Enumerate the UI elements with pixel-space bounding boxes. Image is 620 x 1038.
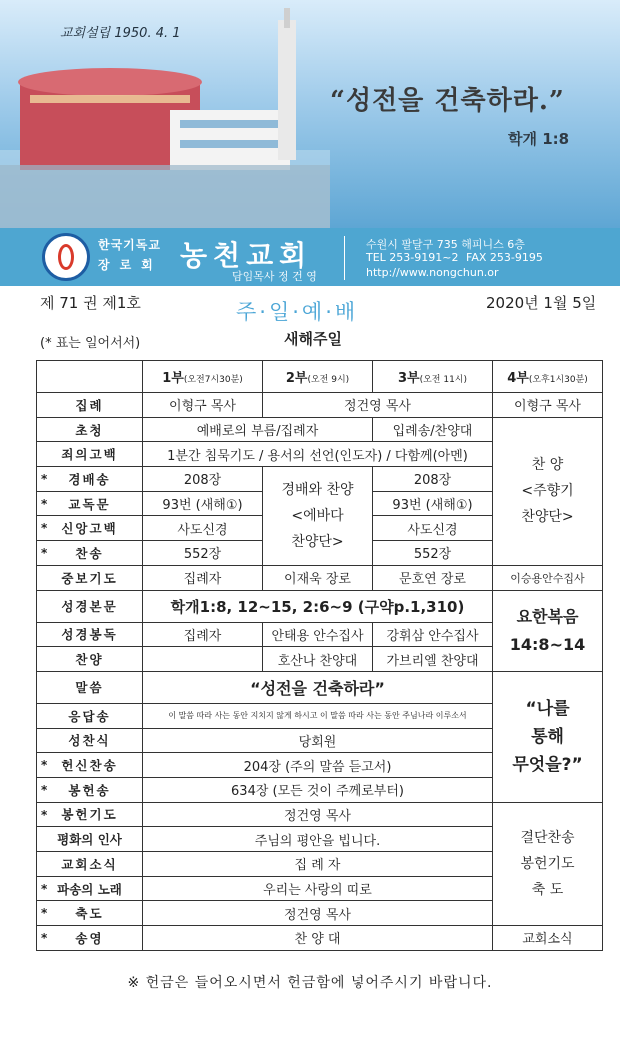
cell: 204장 (주의 말씀 듣고서) [143, 753, 493, 778]
cell: 이형구 목사 [493, 393, 603, 418]
cell: 입례송/찬양대 [373, 417, 493, 442]
cell: 당회원 [143, 728, 493, 753]
service-2: 2부(오전 9시) [263, 361, 373, 393]
service-1: 1부(오전7시30분) [143, 361, 263, 393]
row-label: * 교독문 [37, 491, 143, 516]
row-label: * 봉헌기도 [37, 802, 143, 827]
row-label: 말씀 [37, 671, 143, 703]
table-row [37, 417, 603, 442]
service4-sermon-block: “나를 통해 무엇을?” [493, 671, 603, 802]
slogan-reference: 학개 1:8 [508, 130, 570, 148]
cell: 정건영 목사 [143, 802, 493, 827]
row-label: * 송영 [37, 926, 143, 951]
service-3: 3부(오전 11시) [373, 361, 493, 393]
service-4: 4부(오후1시30분) [493, 361, 603, 393]
cell: 208장 [143, 467, 263, 492]
row-label: * 봉헌송 [37, 777, 143, 802]
cell: 552장 [373, 541, 493, 566]
service-header-row [37, 361, 603, 393]
row-label: 찬양 [37, 647, 143, 672]
cell: 93번 (새해①) [373, 491, 493, 516]
service4-praise-block: 찬 양 <주향기 찬양단> [493, 417, 603, 565]
worship-order-table [36, 360, 603, 951]
cell: 사도신경 [373, 516, 493, 541]
cell: 교회소식 [493, 926, 603, 951]
cell [143, 647, 263, 672]
row-label: 교회소식 [37, 852, 143, 877]
cell: 208장 [373, 467, 493, 492]
cell: 사도신경 [143, 516, 263, 541]
table-row [37, 926, 603, 951]
row-label: 평화의 인사 [37, 827, 143, 852]
table-row [37, 590, 603, 622]
service4-scripture-block: 요한복음 14:8~14 [493, 590, 603, 671]
row-label: * 파송의 노래 [37, 876, 143, 901]
offering-notice: ※ 헌금은 들어오시면서 헌금함에 넣어주시기 바랍니다. [127, 975, 493, 991]
cell: 예배로의 부름/집례자 [143, 417, 373, 442]
cell: 우리는 사랑의 띠로 [143, 876, 493, 901]
banner-image [0, 0, 620, 228]
row-label: * 경배송 [37, 467, 143, 492]
service-date: 2020년 1월 5일 [486, 294, 597, 312]
slogan: “성전을 건축하라.” [330, 86, 565, 116]
standing-note: (* 표는 일어서서) [40, 336, 141, 351]
table-row [37, 802, 603, 827]
cell: 정건영 목사 [263, 393, 493, 418]
cell: 강휘삼 안수집사 [373, 622, 493, 647]
cell: 이승용안수집사 [493, 565, 603, 590]
row-label: * 헌신찬송 [37, 753, 143, 778]
cell: 집례자 [143, 565, 263, 590]
table-row [37, 671, 603, 703]
row-label: 성찬식 [37, 728, 143, 753]
church-name: 농천교회 [180, 239, 313, 272]
row-label: 응답송 [37, 703, 143, 728]
cell: 가브리엘 찬양대 [373, 647, 493, 672]
row-label: * 찬송 [37, 541, 143, 566]
page-title: 주·일·예·배 [236, 300, 359, 324]
row-label: * 축도 [37, 901, 143, 926]
service2-praise-block: 경배와 찬양 <에바다 찬양단> [263, 467, 373, 566]
cell: 주님의 평안을 빕니다. [143, 827, 493, 852]
cell: 호산나 찬양대 [263, 647, 373, 672]
cell: 이형구 목사 [143, 393, 263, 418]
cell: 정건영 목사 [143, 901, 493, 926]
cell: 93번 (새해①) [143, 491, 263, 516]
cell: 집례자 [143, 622, 263, 647]
corner-cell [37, 361, 143, 393]
cell: 552장 [143, 541, 263, 566]
cell: 문호연 장로 [373, 565, 493, 590]
row-label: 중보기도 [37, 565, 143, 590]
senior-pastor: 담임목사 정 건 영 [232, 270, 317, 283]
row-label: * 신앙고백 [37, 516, 143, 541]
church-fax: FAX 253-9195 [466, 251, 543, 264]
cell: 이재욱 장로 [263, 565, 373, 590]
scripture-text: 학개1:8, 12~15, 2:6~9 (구약p.1,310) [143, 590, 493, 622]
cell: 안태용 안수집사 [263, 622, 373, 647]
denomination-line2: 장로회 [98, 258, 163, 272]
church-seal-icon [42, 233, 90, 281]
row-label: 성경본문 [37, 590, 143, 622]
divider [344, 236, 345, 280]
table-row [37, 393, 603, 418]
row-label: 죄의고백 [37, 442, 143, 467]
cell: 찬 양 대 [143, 926, 493, 951]
denomination-line1: 한국기독교 [98, 238, 161, 252]
cell: 집 례 자 [143, 852, 493, 877]
sermon-title: “성전을 건축하라” [143, 671, 493, 703]
row-label: 초청 [37, 417, 143, 442]
sunday-subtitle: 새해주일 [284, 330, 342, 348]
response-song: 이 말씀 따라 사는 동안 지치지 않게 하시고 이 말씀 따라 사는 동안 주님나라 이루소서 [143, 703, 493, 728]
cell: 634장 (모든 것이 주께로부터) [143, 777, 493, 802]
church-url[interactable]: http://www.nongchun.or [366, 266, 499, 279]
established-date: 교회설립 1950. 4. 1 [60, 26, 181, 41]
service4-closing-block: 결단찬송 봉헌기도 축 도 [493, 802, 603, 925]
volume-number: 제 71 권 제1호 [40, 294, 141, 312]
row-label: 집례 [37, 393, 143, 418]
row-label: 성경봉독 [37, 622, 143, 647]
table-row [37, 565, 603, 590]
church-address: 수원시 팔달구 735 해피니스 6층 [366, 238, 525, 251]
cell: 1분간 침묵기도 / 용서의 선언(인도자) / 다함께(아멘) [143, 442, 493, 467]
church-tel: TEL 253-9191~2 [366, 251, 459, 264]
